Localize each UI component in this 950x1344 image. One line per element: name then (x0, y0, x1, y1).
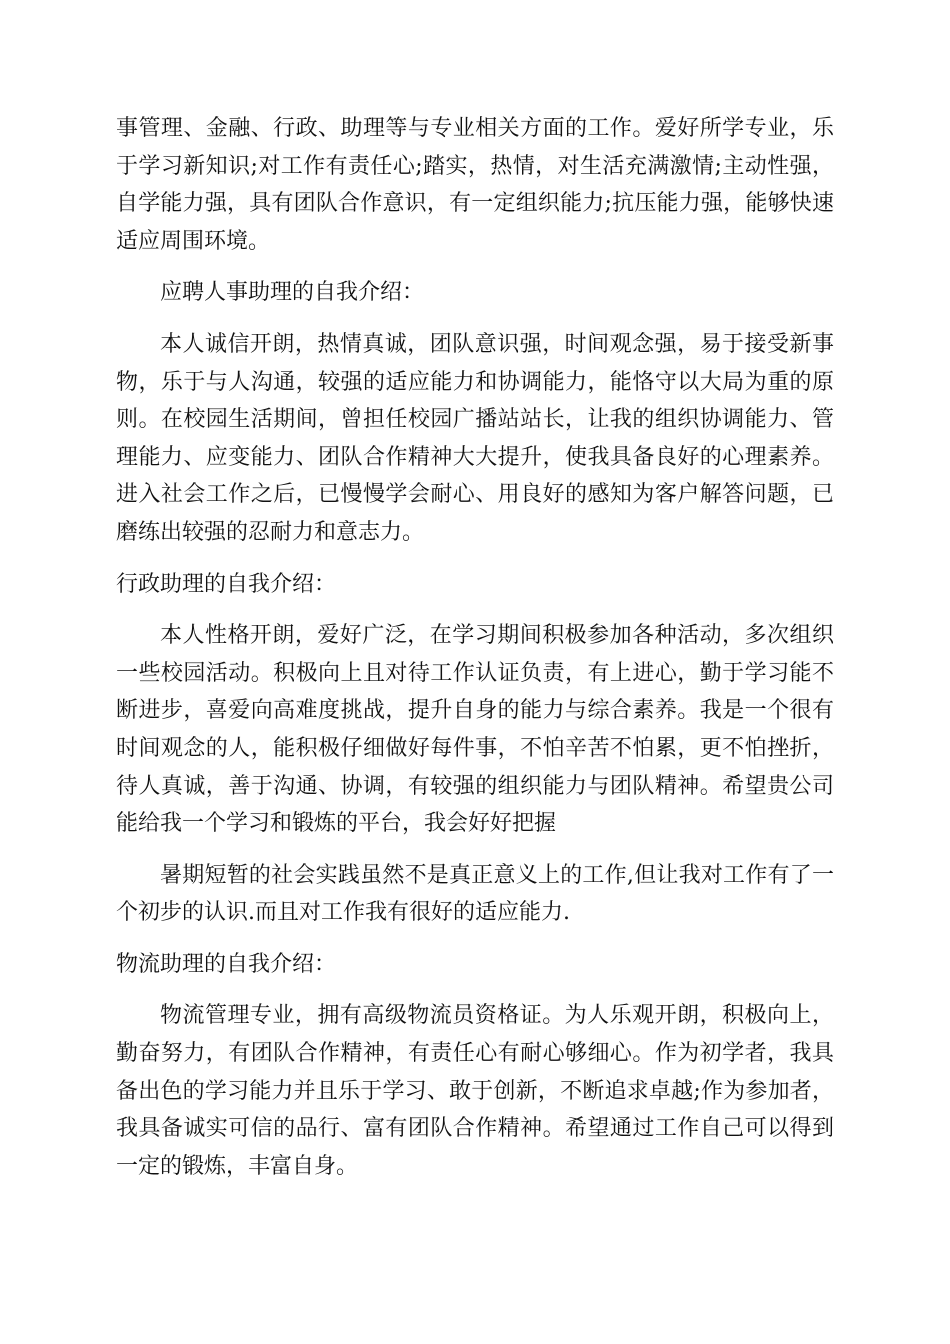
paragraph-hr-assistant: 本人诚信开朗，热情真诚，团队意识强，时间观念强，易于接受新事物，乐于与人沟通，较强的适应能力和协调能力，能恪守以大局为重的原则。在校园生活期间，曾担任校园广播站站长，让我的组织协调能力、管理能力、应变能力、团队合作精神大大提升，使我具备良好的心理素养。进入社会工作之后，已慢慢学会耐心、用良好的感知为客户解答问题，已磨练出较强的忍耐力和意志力。 (116, 331, 834, 545)
paragraph-intro-continuation: 事管理、金融、行政、助理等与专业相关方面的工作。爱好所学专业，乐于学习新知识;对工作有责任心;踏实，热情，对生活充满激情;主动性强，自学能力强，具有团队合作意识，有一定组织能力;抗压能力强，能够快速适应周围环境。 (116, 116, 834, 254)
heading-logistics-assistant: 物流助理的自我介绍： (116, 951, 337, 977)
document-page (116, 110, 834, 1185)
paragraph-logistics-assistant: 物流管理专业，拥有高级物流员资格证。为人乐观开朗，积极向上，勤奋努力，有团队合作精神，有责任心有耐心够细心。作为初学者，我具备出色的学习能力并且乐于学习、敢于创新，不断追求卓越;作为参加者，我具备诚实可信的品行、富有团队合作精神。希望通过工作自己可以得到一定的锻炼，丰富自身。 (116, 1003, 834, 1179)
heading-hr-assistant: 应聘人事助理的自我介绍： (160, 280, 425, 306)
heading-admin-assistant: 行政助理的自我介绍： (116, 571, 337, 597)
paragraph-admin-assistant: 本人性格开朗，爱好广泛，在学习期间积极参加各种活动，多次组织一些校园活动。积极向上且对待工作认证负责，有上进心，勤于学习能不断进步，喜爱向高难度挑战，提升自身的能力与综合素养。我是一个很有时间观念的人，能积极仔细做好每件事，不怕辛苦不怕累，更不怕挫折，待人真诚，善于沟通、协调，有较强的组织能力与团队精神。希望贵公司能给我一个学习和锻炼的平台，我会好好把握 (116, 623, 834, 837)
paragraph-summer-practice: 暑期短暂的社会实践虽然不是真正意义上的工作,但让我对工作有了一个初步的认识.而且对工作我有很好的适应能力. (116, 862, 834, 926)
